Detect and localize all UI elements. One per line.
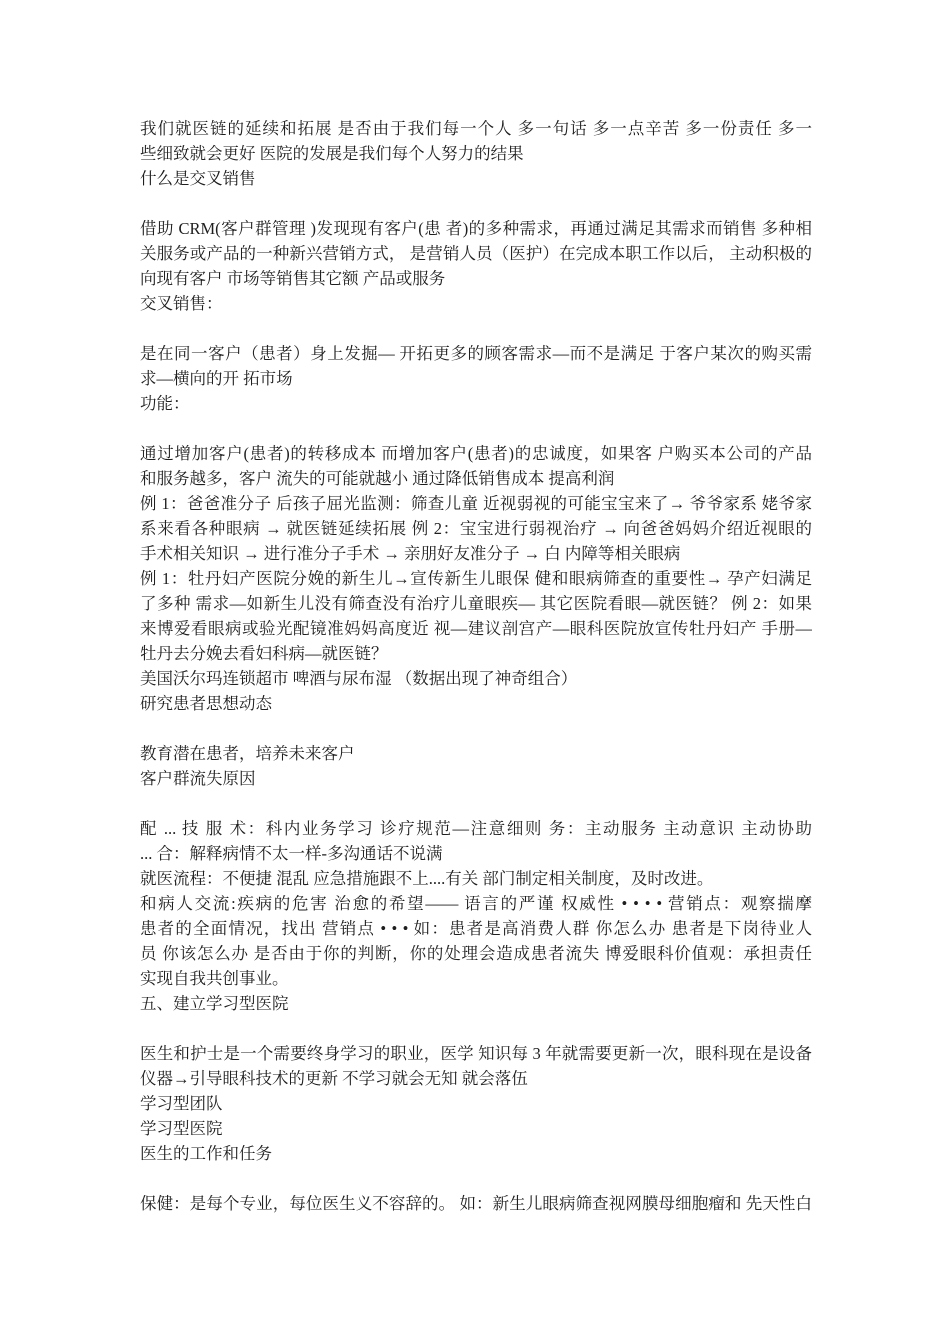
blank-line [140,716,812,741]
label-cross-selling: 交叉销售： [140,294,223,313]
text-line: 研究患者思想动态 [140,694,272,713]
section-heading-what-is-cross-selling: 什么是交叉销售 [140,169,256,188]
text-line-example-1: 例 1：爸爸准分子 后孩子屈光监测：筛查儿童 近视弱视的可能宝宝来了→ 爷爷家系 姥爷家 [140,494,812,513]
blank-line [140,791,812,816]
text-line: 员 你该怎么办 是否由于你的判断，你的处理会造成患者流失 博爱眼科价值观：承担责任 [140,944,812,963]
section-heading-learning-hospital: 五、建立学习型医院 [140,994,289,1013]
text-line: 是在同一客户（患者）身上发掘— 开拓更多的顾客需求—而不是满足 于客户某次的购买需 [140,344,812,363]
text-line: 些细致就会更好 医院的发展是我们每个人努力的结果 [140,144,524,163]
text-line: 教育潜在患者，培养未来客户 [140,744,355,763]
blank-line [140,191,812,216]
text-line: 我们就医链的延续和拓展 是否由于我们每一个人 多一句话 多一点辛苦 多一份责任 多一 [140,119,812,138]
label-learning-team: 学习型团队 [140,1094,223,1113]
text-line: 手术相关知识 → 进行准分子手术 → 亲朋好友准分子 → 白 内障等相关眼病 [140,544,681,563]
text-line: 患者的全面情况，找出 营销点 • • • 如：患者是高消费人群 你怎么办 患者是下岗待业人 [140,919,812,938]
text-line: 保健：是每个专业，每位医生义不容辞的。 如：新生儿眼病筛查视网膜母细胞瘤和 先天性白 [140,1194,812,1213]
document-text-block [140,116,812,1216]
blank-line [140,316,812,341]
text-line: 了多种 需求—如新生儿没有筛查没有治疗儿童眼疾— 其它医院看眼—就医链？ 例 2：如果 [140,594,812,613]
text-line-example-1: 例 1：牡丹妇产医院分娩的新生儿→宣传新生儿眼保 健和眼病筛查的重要性→ 孕产妇满足 [140,569,812,588]
text-line: 关服务或产品的一种新兴营销方式， 是营销人员（医护）在完成本职工作以后， 主动积极的 [140,244,812,263]
text-line: 系来看各种眼病 → 就医链延续拓展 例 2：宝宝进行弱视治疗 → 向爸爸妈妈介绍近视眼的 [140,519,812,538]
text-line: 就医流程：不便捷 混乱 应急措施跟不上....有关 部门制定相关制度，及时改进。 [140,869,714,888]
label-learning-hospital: 学习型医院 [140,1119,223,1138]
text-line: 通过增加客户(患者)的转移成本 而增加客户(患者)的忠诚度，如果客 户购买本公司的产品 [140,444,812,463]
blank-line [140,416,812,441]
text-line: 配 ... 技 服 术：科内业务学习 诊疗规范—注意细则 务：主动服务 主动意识 主动协助 [140,819,812,838]
label-function: 功能： [140,394,190,413]
label-customer-churn-reasons: 客户群流失原因 [140,769,256,788]
text-line: 求—横向的开 拓市场 [140,369,293,388]
text-line: 来博爱看眼病或验光配镜准妈妈高度近 视—建议剖宫产—眼科医院放宣传牡丹妇产 手册— [140,619,812,638]
text-line: 牡丹去分娩去看妇科病—就医链？ [140,644,388,663]
text-line: 向现有客户 市场等销售其它额 产品或服务 [140,269,446,288]
text-line: 借助 CRM(客户群管理 )发现现有客户(患 者)的多种需求，再通过满足其需求而销售 多种相 [140,219,812,238]
text-line: 和服务越多，客户 流失的可能就越小 通过降低销售成本 提高利润 [140,469,615,488]
text-line: 医生和护士是一个需要终身学习的职业，医学 知识每 3 年就需要更新一次，眼科现在是设备 [140,1044,812,1063]
text-line: 和病人交流:疾病的危害 治愈的希望—— 语言的严谨 权威性 • • • • 营销点：观察揣摩 [140,894,812,913]
text-line-walmart: 美国沃尔玛连锁超市 啤酒与尿布湿 （数据出现了神奇组合） [140,669,578,688]
text-line: 实现自我共创事业。 [140,969,289,988]
blank-line [140,1166,812,1191]
text-line: 仪器→引导眼科技术的更新 不学习就会无知 就会落伍 [140,1069,528,1088]
label-doctor-duties: 医生的工作和任务 [140,1144,272,1163]
blank-line [140,1016,812,1041]
text-line: ... 合：解释病情不太一样-多沟通话不说满 [140,844,443,863]
